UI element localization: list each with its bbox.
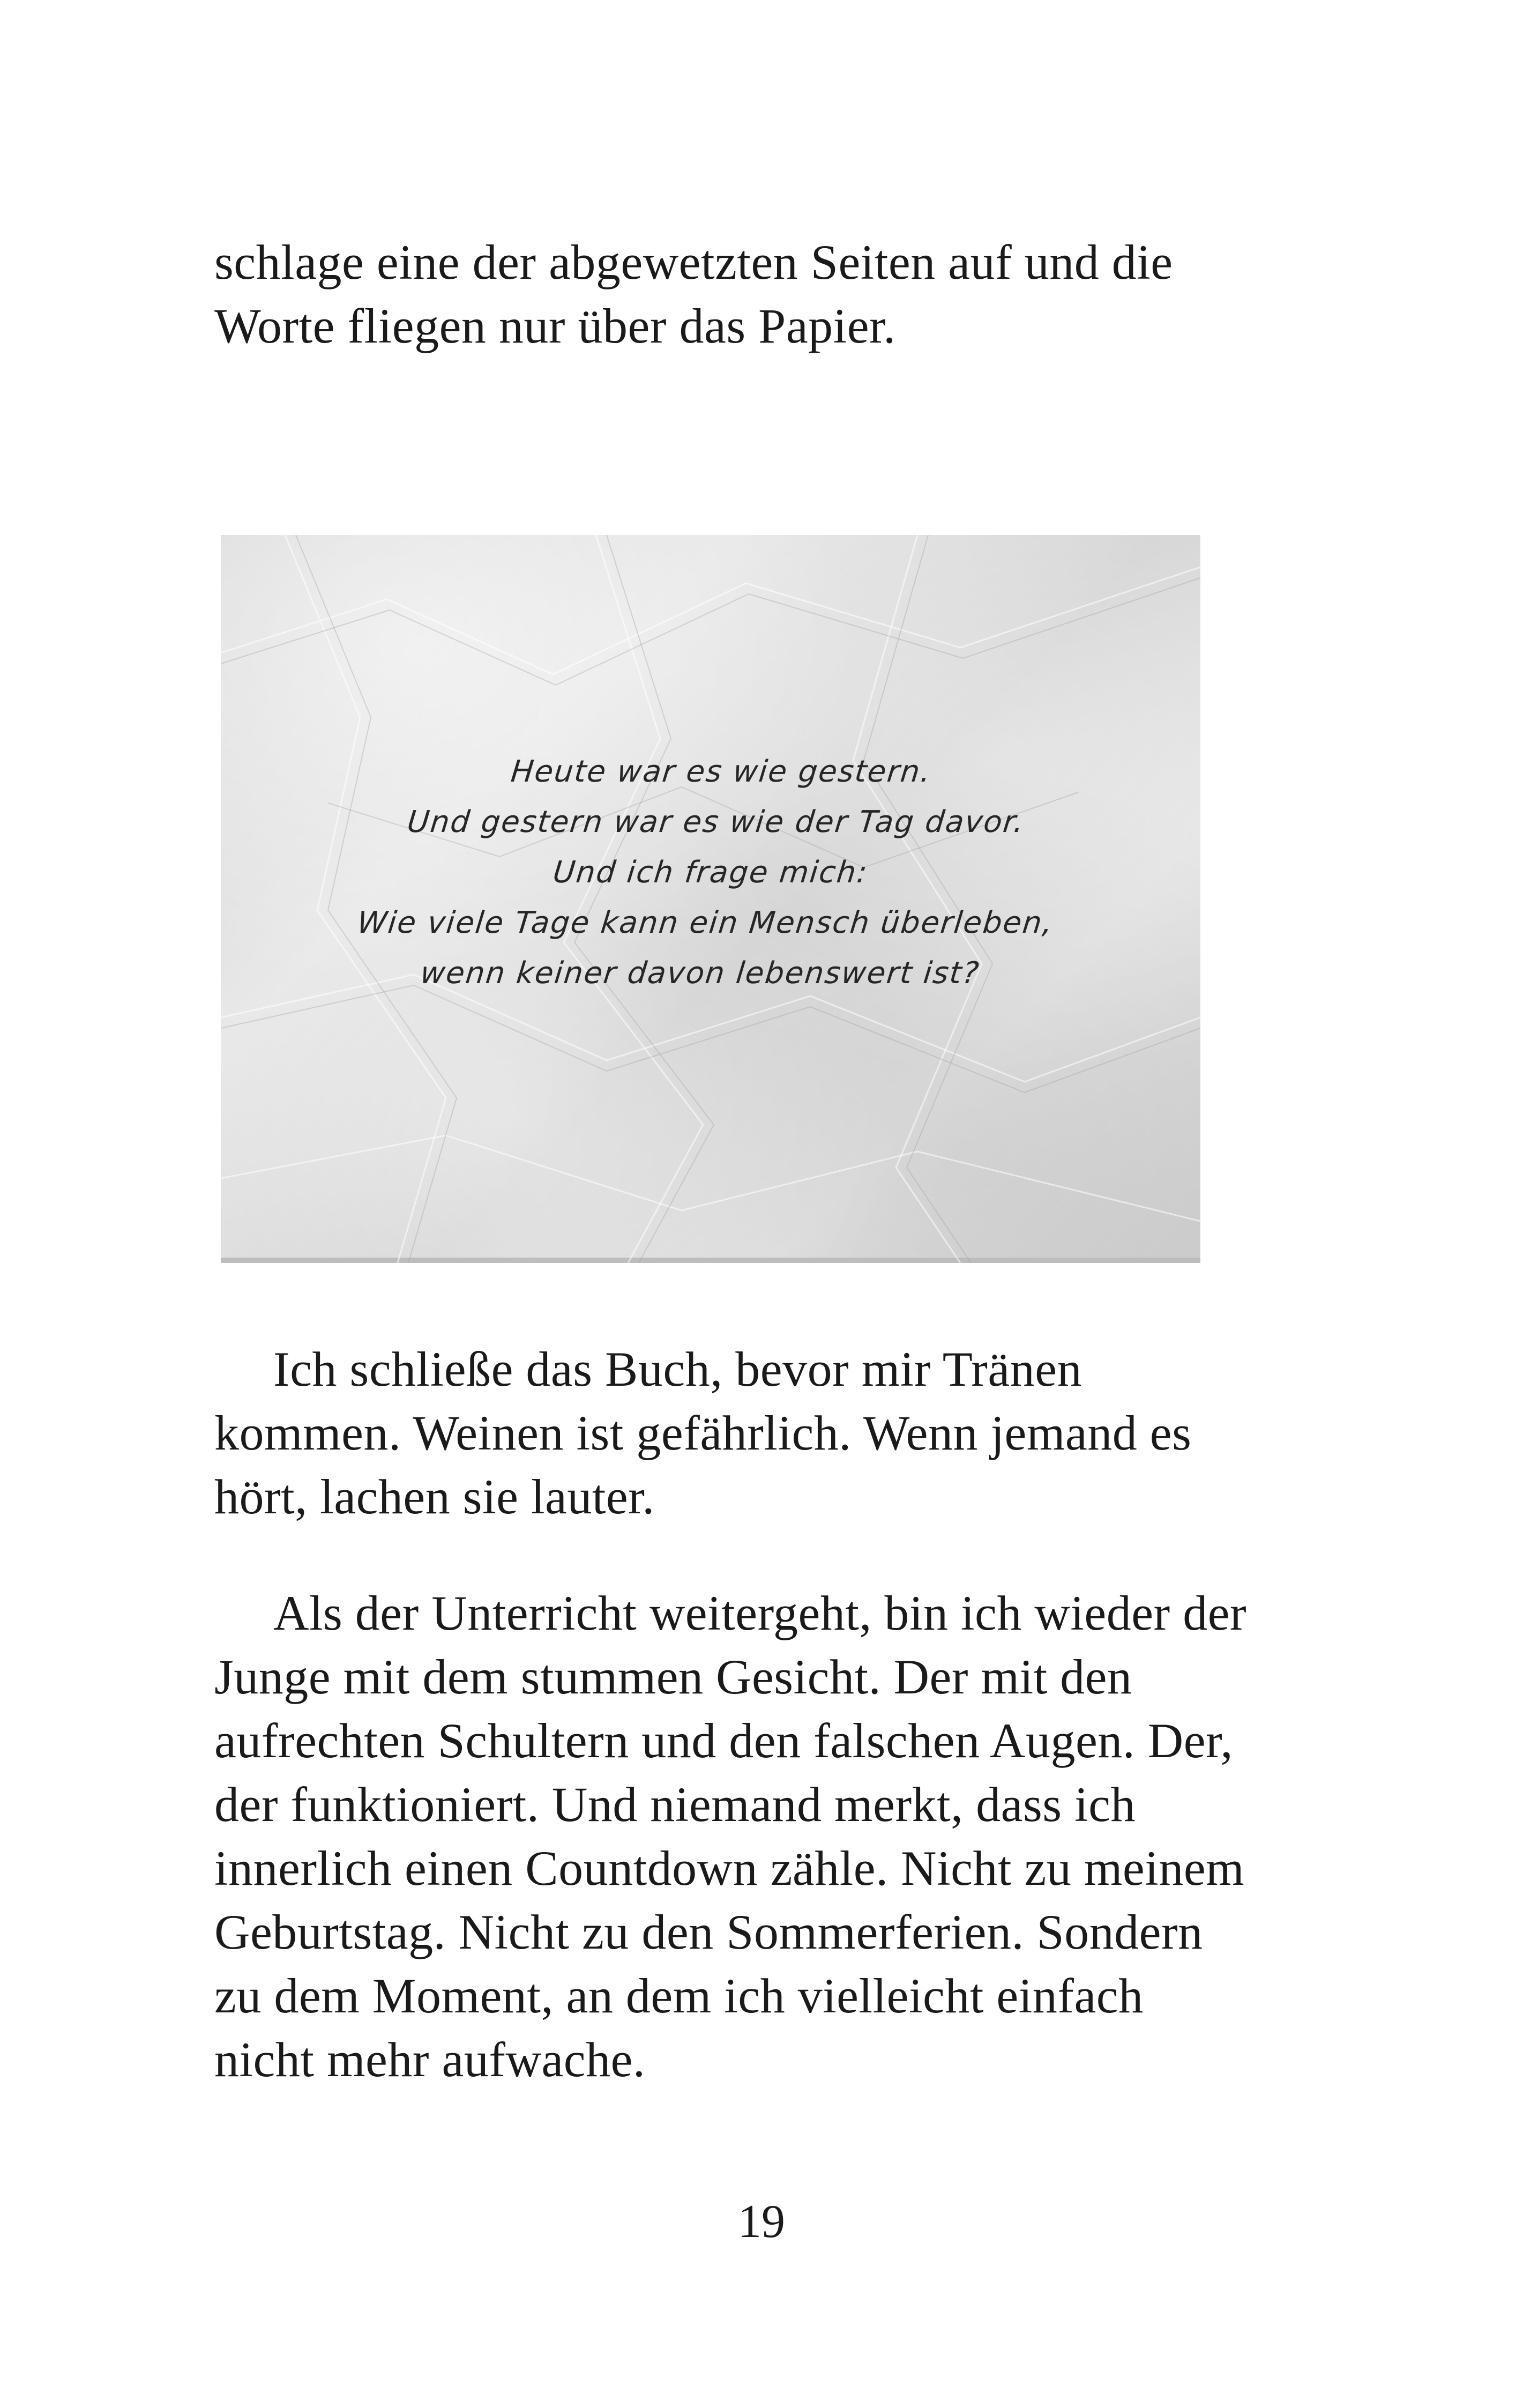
text-line: kommen. Weinen ist gefährlich. Wenn jemand es <box>214 1406 1192 1460</box>
note-line: Und ich frage mich: <box>551 855 870 890</box>
text-line: Geburtstag. Nicht zu den Sommerferien. Sondern <box>214 1905 1203 1959</box>
text-line: schlage eine der abgewetzten Seiten auf und die <box>214 235 1173 289</box>
text-line: Als der Unterricht weitergeht, bin ich wieder der <box>273 1586 1247 1640</box>
handwritten-note-text <box>221 747 1200 999</box>
text-line: innerlich einen Countdown zähle. Nicht zu meinem <box>214 1841 1245 1896</box>
text-line: der funktioniert. Und niemand merkt, dass ich <box>214 1777 1136 1832</box>
text-line: nicht mehr aufwache. <box>214 2032 646 2087</box>
note-line: Heute war es wie gestern. <box>509 754 934 789</box>
text-line: Junge mit dem stummen Gesicht. Der mit den <box>214 1649 1132 1704</box>
page-number: 19 <box>738 2196 785 2248</box>
paragraph-continued <box>214 231 1329 358</box>
crumpled-paper-note-image <box>221 535 1200 1263</box>
note-line: Wie viele Tage kann ein Mensch überleben, <box>355 905 1055 940</box>
text-line: zu dem Moment, an dem ich vielleicht einfach <box>214 1968 1144 2023</box>
text-line: aufrechten Schultern und den falschen Augen. Der, <box>214 1713 1234 1768</box>
paragraph <box>214 1337 1329 1529</box>
text-line: Worte fliegen nur über das Papier. <box>214 299 896 353</box>
note-line: Und gestern war es wie der Tag davor. <box>405 805 1027 839</box>
text-line: Ich schließe das Buch, bevor mir Tränen <box>273 1342 1082 1396</box>
paragraph <box>214 1581 1329 2092</box>
note-line: wenn keiner davon lebenswert ist? <box>419 956 982 991</box>
text-line: hört, lachen sie lauter. <box>214 1469 655 1524</box>
